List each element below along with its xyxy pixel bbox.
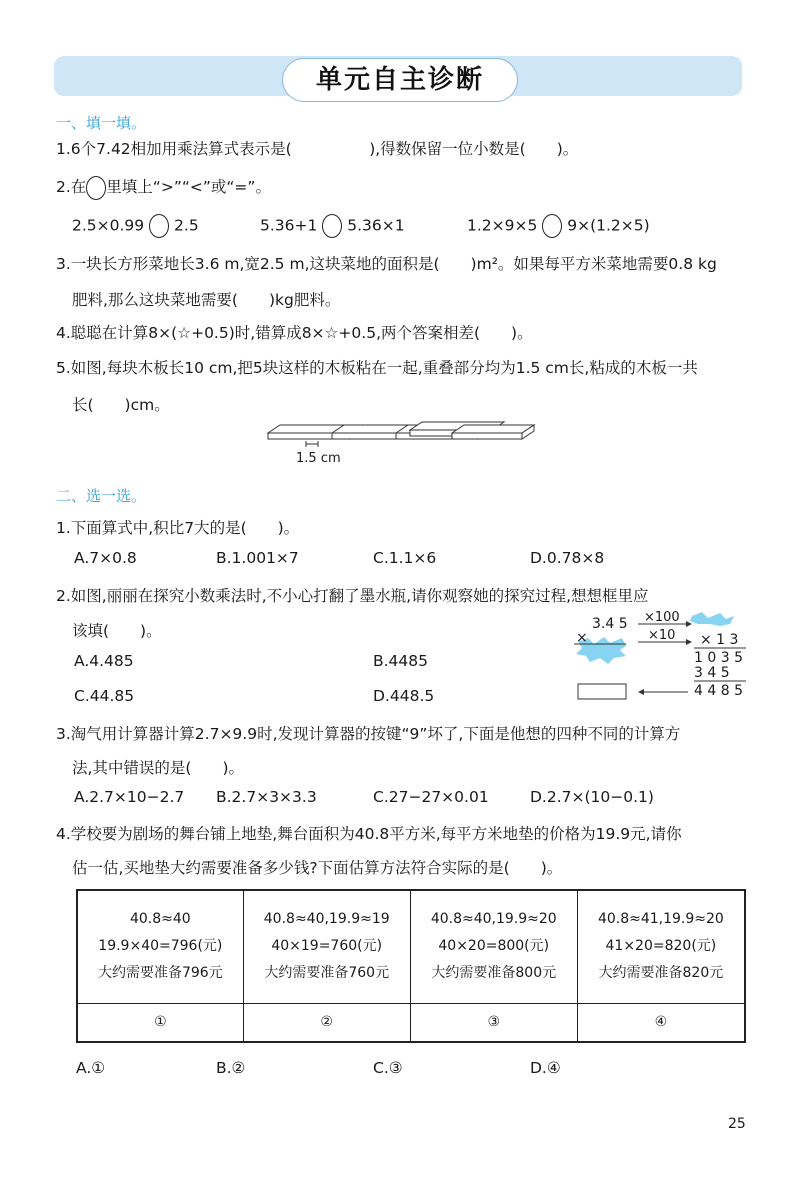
- estimation-label-2: ②: [243, 1003, 410, 1042]
- question-2-3-line1: 3.淘气用计算器计算2.7×9.9时,发现计算器的按键“9”坏了,下面是他想的四种不同的计算方: [56, 725, 681, 743]
- cell-line: 40.8≈41,19.9≈20: [597, 911, 724, 928]
- figure-top-number: 3.4 5: [592, 616, 628, 632]
- option-c[interactable]: C.27−27×0.01: [373, 788, 489, 806]
- cell-line: 大约需要准备760元: [264, 965, 390, 982]
- compare-left: 1.2×9×5: [467, 216, 538, 235]
- question-1-4: 4.聪聪在计算8×(☆+0.5)时,错算成8×☆+0.5,两个答案相差( )。: [56, 324, 533, 342]
- section-heading-fill: 一、填一填。: [56, 114, 147, 132]
- option-a[interactable]: A.①: [76, 1059, 106, 1077]
- figure-times: ×: [576, 630, 588, 646]
- estimation-cell-3: [410, 890, 577, 1003]
- question-1-5-line2: 长( )cm。: [72, 396, 170, 414]
- compare-item-2: [260, 214, 405, 238]
- figure-partial-2: 3 4 5: [694, 665, 730, 681]
- cell-line: 41×20=820(元): [605, 938, 717, 955]
- compare-item-1: [72, 214, 199, 238]
- option-b[interactable]: B.②: [216, 1059, 246, 1077]
- estimation-label-1: ①: [77, 1003, 243, 1042]
- question-2-2-line2: 该填( )。: [72, 622, 162, 640]
- question-2-4-line2: 估一估,买地垫大约需要准备多少钱?下面估算方法符合实际的是( )。: [72, 859, 563, 877]
- question-1-2-suffix: 里填上“>”“<”或“=”。: [106, 178, 271, 196]
- page-title: 单元自主诊断: [315, 65, 484, 95]
- estimation-cell-1: [77, 890, 243, 1003]
- question-1-2-prefix: 2.在: [56, 178, 87, 196]
- cell-line: 大约需要准备800元: [431, 965, 557, 982]
- compare-right: 5.36×1: [347, 216, 405, 235]
- figure-arrow-top: ×100: [644, 610, 680, 625]
- question-2-1: 1.下面算式中,积比7大的是( )。: [56, 519, 300, 537]
- question-1-1: 1.6个7.42相加用乘法算式表示是( ),得数保留一位小数是( )。: [56, 140, 579, 158]
- question-1-3-line2: 肥料,那么这块菜地需要( )kg肥料。: [72, 291, 341, 309]
- option-d[interactable]: D.0.78×8: [530, 549, 605, 567]
- option-b[interactable]: B.1.001×7: [216, 549, 299, 567]
- option-c[interactable]: C.③: [373, 1059, 403, 1077]
- option-c[interactable]: C.1.1×6: [373, 549, 437, 567]
- page-number: 25: [728, 1116, 746, 1132]
- question-2-2-line1: 2.如图,丽丽在探究小数乘法时,不小心打翻了墨水瓶,请你观察她的探究过程,想想框里应: [56, 587, 649, 605]
- option-d[interactable]: D.④: [530, 1059, 561, 1077]
- cell-line: 40×20=800(元): [438, 938, 550, 955]
- option-a[interactable]: A.2.7×10−2.7: [74, 788, 185, 806]
- question-2-3-line2: 法,其中错误的是( )。: [72, 759, 245, 777]
- compare-left: 2.5×0.99: [72, 216, 145, 235]
- cell-line: 40.8≈40,19.9≈19: [263, 911, 390, 928]
- option-b[interactable]: B.4485: [373, 652, 429, 670]
- answer-circle[interactable]: [149, 214, 169, 238]
- cell-line: 40.8≈40,19.9≈20: [430, 911, 557, 928]
- compare-left: 5.36+1: [260, 216, 318, 235]
- question-1-5-line1: 5.如图,每块木板长10 cm,把5块这样的木板粘在一起,重叠部分均为1.5 cm长,粘成的木板一共: [56, 359, 698, 377]
- figure-result: 4 4 8 5: [694, 683, 743, 699]
- compare-item-3: [467, 214, 650, 238]
- answer-circle[interactable]: [542, 214, 562, 238]
- estimation-table: [76, 889, 746, 1043]
- figure-arrow-bottom: ×10: [648, 628, 676, 643]
- question-1-2: [56, 175, 271, 200]
- estimation-label-3: ③: [410, 1003, 577, 1042]
- question-2-4-line1: 4.学校要为剧场的舞台铺上地垫,舞台面积为40.8平方米,每平方米地垫的价格为19.9元,请你: [56, 825, 682, 843]
- section-heading-choose: 二、选一选。: [56, 487, 147, 505]
- estimation-cell-2: [243, 890, 410, 1003]
- estimation-cell-4: [577, 890, 745, 1003]
- option-d[interactable]: D.448.5: [373, 687, 435, 705]
- compare-right: 2.5: [174, 216, 199, 235]
- cell-line: 大约需要准备796元: [97, 965, 223, 982]
- answer-circle: [86, 176, 106, 200]
- estimation-label-4: ④: [577, 1003, 745, 1042]
- cell-line: 19.9×40=796(元): [98, 938, 223, 955]
- cell-line: 40.8≈40: [129, 911, 191, 928]
- option-b[interactable]: B.2.7×3×3.3: [216, 788, 317, 806]
- option-a[interactable]: A.4.485: [74, 652, 134, 670]
- option-a[interactable]: A.7×0.8: [74, 549, 137, 567]
- figure-partial-1: 1 0 3 5: [694, 650, 743, 666]
- figure-right-times: × 1 3: [700, 632, 739, 648]
- cell-line: 大约需要准备820元: [598, 965, 724, 982]
- question-1-3-line1: 3.一块长方形菜地长3.6 m,宽2.5 m,这块菜地的面积是( )m²。如果每平方米菜地需要0.8 kg: [56, 255, 717, 273]
- multiplication-figure: [574, 610, 754, 702]
- cell-line: 40×19=760(元): [271, 938, 383, 955]
- option-c[interactable]: C.44.85: [74, 687, 135, 705]
- option-d[interactable]: D.2.7×(10−0.1): [530, 788, 654, 806]
- answer-circle[interactable]: [322, 214, 342, 238]
- compare-right: 9×(1.2×5): [567, 216, 650, 235]
- figure-label: 1.5 cm: [296, 451, 341, 466]
